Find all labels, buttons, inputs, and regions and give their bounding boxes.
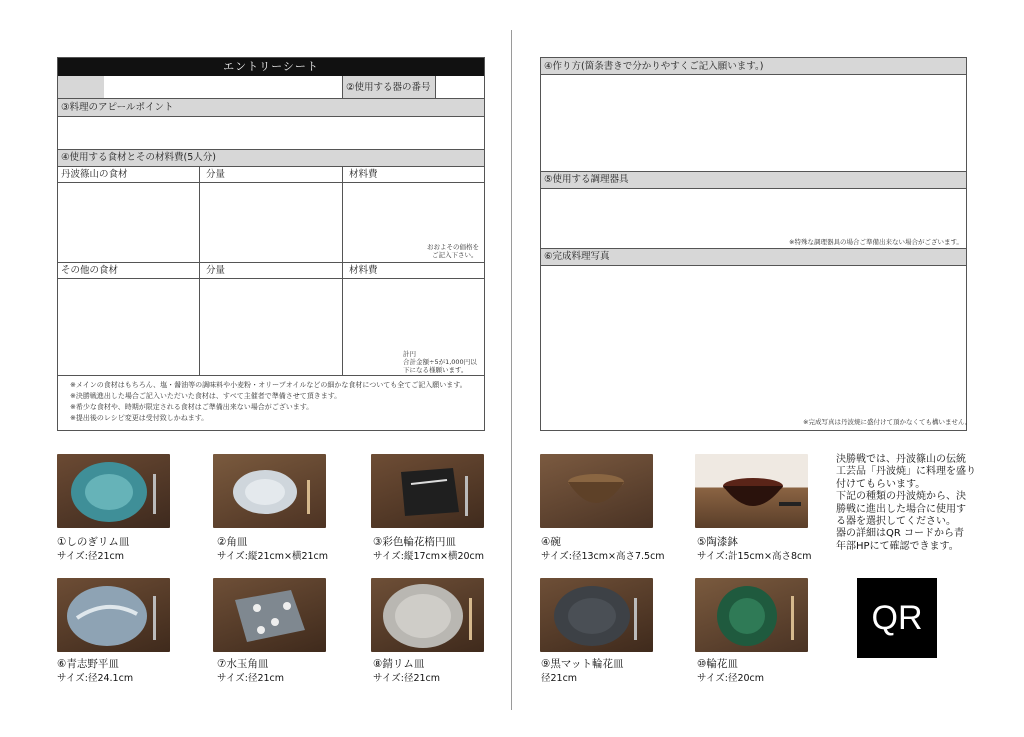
tools-note: ※特殊な調理器具の場合ご準備出来ない場合がございます。: [789, 238, 963, 246]
dish-photo-1: [57, 454, 170, 528]
amount-label: 分量: [206, 169, 226, 180]
tools-label: ⑤使用する調理器具: [544, 174, 629, 185]
photo-label: ⑥完成料理写真: [544, 251, 610, 262]
local-food-label: 丹波篠山の食材: [61, 169, 128, 180]
plate-icon: [57, 578, 170, 652]
dish-size-8: サイズ:径21cm: [373, 673, 441, 684]
description-line: 下記の種類の丹波焼から、決: [836, 491, 966, 503]
local-bottom: [58, 262, 484, 263]
dish-name-10: ⑩輪花皿: [697, 658, 738, 670]
dish-photo-10: [695, 578, 808, 652]
plate-icon: [371, 578, 484, 652]
plate-icon: [213, 454, 326, 528]
row1-divider-b: [435, 76, 436, 99]
other-subheader-bottom: [58, 278, 484, 279]
local-col-2: [342, 166, 343, 375]
dish-photo-8: [371, 578, 484, 652]
dish-name-4: ④碗: [541, 536, 561, 548]
dish-photo-9: [540, 578, 653, 652]
footnote-4: ※提出後のレシピ変更は受付致しかねます。: [70, 414, 209, 422]
description-line: 年部HPにて確認できます。: [836, 540, 959, 552]
bowl-icon: [695, 454, 808, 528]
local-col-1: [199, 166, 200, 375]
bowl-icon: [540, 454, 653, 528]
dish-name-7: ⑦水玉角皿: [217, 658, 269, 670]
other-food-label: その他の食材: [61, 265, 119, 276]
plate-icon: [57, 454, 170, 528]
cost2-label: 材料費: [349, 265, 378, 276]
description-line: 器の詳細はQR コードから青: [836, 528, 964, 540]
footnote-2: ※決勝戦進出した場合ご記入いただいた食材は、すべて主催者で準備させて頂きます。: [70, 392, 342, 400]
entry-sheet: [57, 57, 485, 431]
dish-size-4: サイズ:径13cm×高さ7.5cm: [541, 551, 665, 562]
photo-note: ※完成写真は丹波焼に盛付けて頂かなくても構いません。: [803, 418, 972, 426]
dish-photo-3: [371, 454, 484, 528]
description-line: 工芸品「丹波焼」に料理を盛り: [836, 466, 976, 478]
photo-field[interactable]: [541, 266, 966, 416]
description-line: る器を選択してください。: [836, 516, 956, 528]
description-line: 勝戦に進出した場合に使用す: [836, 503, 966, 515]
dish-size-6: サイズ:径24.1cm: [57, 673, 134, 684]
dish-name-1: ①しのぎリム皿: [57, 536, 130, 548]
dish-size-1: サイズ:径21cm: [57, 551, 125, 562]
plate-icon: [371, 454, 484, 528]
dish-photo-4: [540, 454, 653, 528]
dish-photo-5: [695, 454, 808, 528]
entry-sheet-title: エントリーシート: [58, 58, 484, 76]
footnote-3: ※希少な食材や、時期が限定される食材はご準備出来ない場合がございます。: [70, 403, 314, 411]
dish-size-10: サイズ:径20cm: [697, 673, 765, 684]
note-total-2: 合計金額÷5が1,000円以: [403, 358, 477, 366]
description-line: 付けてもらいます。: [836, 478, 926, 490]
dish-size-9: 径21cm: [541, 673, 578, 684]
description: [836, 454, 986, 553]
dish-name-2: ②角皿: [217, 536, 248, 548]
description-line: 決勝戦では、丹波篠山の伝統: [836, 454, 966, 465]
dish-photo-7: [213, 578, 326, 652]
dish-size-3: サイズ:縦17cm×横20cm: [373, 551, 485, 562]
note-total-1: 計円: [403, 350, 416, 358]
dish-size-5: サイズ:計15cm×高さ8cm: [697, 551, 812, 562]
page-divider: [511, 30, 512, 710]
dish-name-shade: [58, 76, 104, 98]
method-label: ④作り方(箇条書きで分かりやすくご記入願います。): [544, 61, 764, 72]
note-price-2: ご記入下さい。: [432, 251, 478, 259]
dish-name-8: ⑧錆リム皿: [373, 658, 425, 670]
local-subheader-bottom: [58, 182, 484, 183]
method-field[interactable]: [541, 75, 966, 171]
dish-photo-2: [213, 454, 326, 528]
appeal-field[interactable]: [58, 117, 484, 149]
dish-photo-6: [57, 578, 170, 652]
plate-icon: [695, 578, 808, 652]
vessel-no-label: ②使用する器の番号: [346, 82, 431, 93]
dish-name-9: ⑨黒マット輪花皿: [541, 658, 624, 670]
ingredients-label: ④使用する食材とその材料費(5人分): [61, 152, 216, 163]
cost-label: 材料費: [349, 169, 378, 180]
qr-code[interactable]: QR: [857, 578, 937, 658]
note-total-3: 下になる様願います。: [403, 366, 468, 374]
amount2-label: 分量: [206, 265, 226, 276]
method-sheet: [540, 57, 972, 431]
footnote-1: ※メインの食材はもちろん、塩・醤油等の調味料や小麦粉・オリーブオイルなどの細かな食材についても全てご記入願います。: [70, 381, 467, 389]
other-bottom: [58, 375, 484, 376]
dish-name-3: ③彩色輪花楕円皿: [373, 536, 456, 548]
dish-size-7: サイズ:径21cm: [217, 673, 285, 684]
dish-size-2: サイズ:縦21cm×横21cm: [217, 551, 329, 562]
plate-icon: [213, 578, 326, 652]
plate-icon: [540, 578, 653, 652]
dish-name-5: ⑤陶漆鉢: [697, 536, 738, 548]
note-price-1: おおよその価格を: [427, 243, 479, 251]
dish-name-6: ⑥青志野平皿: [57, 658, 119, 670]
appeal-label: ③料理のアピールポイント: [61, 102, 174, 113]
